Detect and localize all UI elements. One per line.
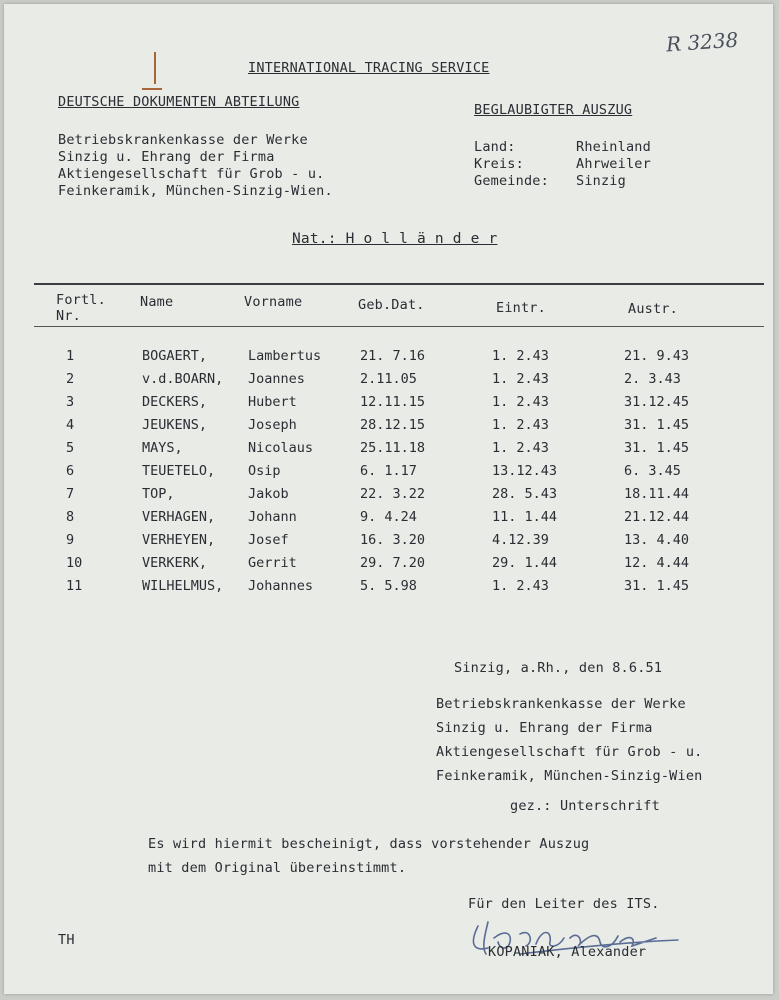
table-row (4, 578, 773, 598)
row-surname: JEUKENS, (142, 417, 208, 433)
nationality-heading: Nat.: H o l l ä n d e r (292, 231, 498, 247)
issuer-line: Sinzig u. Ehrang der Firma (58, 149, 275, 165)
row-first-name: Nicolaus (248, 440, 314, 456)
row-surname: TOP, (142, 486, 175, 502)
row-birth-date: 5. 5.98 (360, 578, 417, 594)
table-row (4, 440, 773, 460)
row-number: 5 (66, 440, 75, 456)
footer-issuer-line: Aktiengesellschaft für Grob - u. (436, 744, 703, 760)
row-birth-date: 21. 7.16 (360, 348, 426, 364)
row-first-name: Hubert (248, 394, 297, 410)
row-surname: DECKERS, (142, 394, 208, 410)
header-fortl: Fortl. (56, 292, 106, 308)
row-birth-date: 9. 4.24 (360, 509, 417, 525)
row-exit-date: 31. 1.45 (624, 417, 690, 433)
signatory-name: KOPANIAK, Alexander (488, 944, 647, 960)
row-entry-date: 1. 2.43 (492, 348, 549, 364)
row-exit-date: 6. 3.45 (624, 463, 681, 479)
row-number: 9 (66, 532, 75, 548)
row-exit-date: 21.12.44 (624, 509, 690, 525)
row-birth-date: 28.12.15 (360, 417, 426, 433)
row-number: 2 (66, 371, 75, 387)
row-exit-date: 13. 4.40 (624, 532, 690, 548)
row-birth-date: 22. 3.22 (360, 486, 426, 502)
row-entry-date: 28. 5.43 (492, 486, 558, 502)
header-eintr: Eintr. (496, 300, 546, 316)
table-row (4, 555, 773, 575)
header-nr: Nr. (56, 308, 81, 324)
row-exit-date: 18.11.44 (624, 486, 690, 502)
table-top-rule (34, 283, 764, 285)
row-number: 8 (66, 509, 75, 525)
row-number: 10 (66, 555, 83, 571)
row-birth-date: 12.11.15 (360, 394, 426, 410)
certification-line: mit dem Original übereinstimmt. (148, 860, 407, 876)
row-birth-date: 2.11.05 (360, 371, 417, 387)
row-entry-date: 13.12.43 (492, 463, 558, 479)
footer-issuer-line: Betriebskrankenkasse der Werke (436, 696, 686, 712)
row-first-name: Johann (248, 509, 297, 525)
row-surname: BOGAERT, (142, 348, 208, 364)
table-row (4, 532, 773, 552)
row-surname: VERHEYEN, (142, 532, 216, 548)
gemeinde-value: Sinzig (576, 173, 626, 189)
table-row (4, 417, 773, 437)
issuer-line: Aktiengesellschaft für Grob - u. (58, 166, 325, 182)
table-row (4, 371, 773, 391)
footer-issuer-line: Sinzig u. Ehrang der Firma (436, 720, 653, 736)
row-birth-date: 16. 3.20 (360, 532, 426, 548)
table-row (4, 394, 773, 414)
pencil-mark (142, 88, 162, 90)
row-entry-date: 1. 2.43 (492, 394, 549, 410)
kreis-value: Ahrweiler (576, 156, 651, 172)
row-surname: v.d.BOARN, (142, 371, 224, 387)
for-leader-line: Für den Leiter des ITS. (468, 896, 660, 912)
row-first-name: Johannes (248, 578, 314, 594)
row-number: 6 (66, 463, 75, 479)
department-title: DEUTSCHE DOKUMENTEN ABTEILUNG (58, 94, 300, 110)
row-exit-date: 2. 3.43 (624, 371, 681, 387)
signed-note: gez.: Unterschrift (510, 798, 660, 814)
org-title: INTERNATIONAL TRACING SERVICE (248, 60, 490, 76)
row-first-name: Josef (248, 532, 289, 548)
row-number: 4 (66, 417, 75, 433)
row-entry-date: 1. 2.43 (492, 371, 549, 387)
row-entry-date: 1. 2.43 (492, 417, 549, 433)
header-name: Name (140, 294, 174, 310)
place-date: Sinzig, a.Rh., den 8.6.51 (454, 660, 663, 676)
certification-line: Es wird hiermit bescheinigt, dass vorstehender Auszug (148, 836, 590, 852)
row-number: 11 (66, 578, 83, 594)
row-surname: TEUETELO, (142, 463, 216, 479)
typist-initials: TH (58, 932, 75, 948)
document-page (4, 4, 773, 994)
footer-issuer-line: Feinkeramik, München-Sinzig-Wien (436, 768, 703, 784)
handwritten-reference: R 3238 (665, 27, 740, 57)
row-first-name: Gerrit (248, 555, 297, 571)
issuer-line: Betriebskrankenkasse der Werke (58, 132, 308, 148)
row-exit-date: 31. 1.45 (624, 578, 690, 594)
row-first-name: Joannes (248, 371, 305, 387)
row-first-name: Joseph (248, 417, 297, 433)
table-row (4, 348, 773, 368)
row-exit-date: 31.12.45 (624, 394, 690, 410)
row-surname: MAYS, (142, 440, 183, 456)
row-first-name: Osip (248, 463, 281, 479)
row-first-name: Lambertus (248, 348, 322, 364)
row-surname: VERKERK, (142, 555, 208, 571)
document-type: BEGLAUBIGTER AUSZUG (474, 102, 633, 118)
table-row (4, 509, 773, 529)
row-number: 1 (66, 348, 75, 364)
header-austr: Austr. (628, 301, 678, 317)
row-first-name: Jakob (248, 486, 289, 502)
row-birth-date: 29. 7.20 (360, 555, 426, 571)
row-number: 3 (66, 394, 75, 410)
land-value: Rheinland (576, 139, 651, 155)
gemeinde-label: Gemeinde: (474, 173, 549, 189)
row-birth-date: 6. 1.17 (360, 463, 417, 479)
row-exit-date: 12. 4.44 (624, 555, 690, 571)
table-row (4, 463, 773, 483)
header-vorname: Vorname (244, 294, 303, 310)
row-entry-date: 29. 1.44 (492, 555, 558, 571)
row-surname: VERHAGEN, (142, 509, 216, 525)
row-entry-date: 11. 1.44 (492, 509, 558, 525)
row-entry-date: 4.12.39 (492, 532, 549, 548)
pencil-mark (154, 52, 156, 84)
row-number: 7 (66, 486, 75, 502)
land-label: Land: (474, 139, 516, 155)
kreis-label: Kreis: (474, 156, 524, 172)
issuer-line: Feinkeramik, München-Sinzig-Wien. (58, 183, 333, 199)
header-geb-dat: Geb.Dat. (358, 297, 425, 313)
row-entry-date: 1. 2.43 (492, 578, 549, 594)
row-entry-date: 1. 2.43 (492, 440, 549, 456)
row-birth-date: 25.11.18 (360, 440, 426, 456)
row-surname: WILHELMUS, (142, 578, 224, 594)
header-bottom-rule (34, 326, 764, 327)
row-exit-date: 21. 9.43 (624, 348, 690, 364)
row-exit-date: 31. 1.45 (624, 440, 690, 456)
table-row (4, 486, 773, 506)
